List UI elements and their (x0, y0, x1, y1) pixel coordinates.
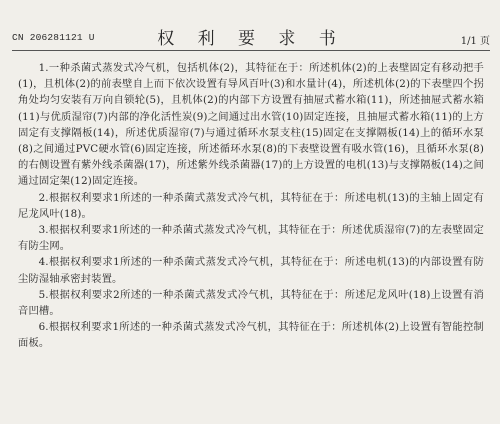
claim-1: 1.一种杀菌式蒸发式冷气机，包括机体(2)，其特征在于：所述机体(2)的上表壁固定有移动把手(1)，且机体(2)的前表壁自上而下依次设置有导风百叶(3)和水量计(4)，所述机体(2)的下表壁四个拐角处均匀安装有万向自锁轮(5)，且机体(2)的内部下方设置有抽屉式蓄水箱(11)，所述抽屉式蓄水箱(11)与优质湿帘(7)内部的净化活性炭(9)之间通过出水管(10)固定连接，且抽屉式蓄水箱(11)的上方固定有支撑隔板(14)，所述优质湿帘(7)与通过循环水泵支柱(15)固定在支撑隔板(14)上的循环水泵(8)之间通过PVC硬水管(6)固定连接，所述循环水泵(8)的下表壁设置有吸水管(16)，且循环水泵(8)的右侧设置有紫外线杀菌器(17)，所述紫外线杀菌器(17)的上方设置的电机(13)与支撑隔板(14)之间通过固定架(12)固定连接。 (18, 62, 484, 188)
page-indicator: 1/1 页 (460, 36, 490, 47)
claim-2: 2.根据权利要求1所述的一种杀菌式蒸发式冷气机，其特征在于：所述电机(13)的主轴上固定有尼龙风叶(18)。 (18, 191, 484, 220)
document-title: 权 利 要 求 书 (157, 29, 345, 49)
page-header (12, 22, 490, 48)
header-divider (12, 50, 490, 51)
claims-list (18, 60, 484, 352)
claim-4: 4.根据权利要求1所述的一种杀菌式蒸发式冷气机，其特征在于：所述电机(13)的内部设置有防尘防湿轴承密封装置。 (18, 256, 484, 285)
claim-5: 5.根据权利要求2所述的一种杀菌式蒸发式冷气机，其特征在于：所述尼龙风叶(18)上设置有消音凹槽。 (18, 288, 484, 318)
claim-3: 3.根据权利要求1所述的一种杀菌式蒸发式冷气机，其特征在于：所述优质湿帘(7)的左表壁固定有防尘网。 (18, 224, 484, 253)
claim-6: 6.根据权利要求1所述的一种杀菌式蒸发式冷气机，其特征在于：所述机体(2)上设置有智能控制面板。 (18, 321, 484, 350)
publication-number: CN 206281121 U (12, 32, 95, 43)
